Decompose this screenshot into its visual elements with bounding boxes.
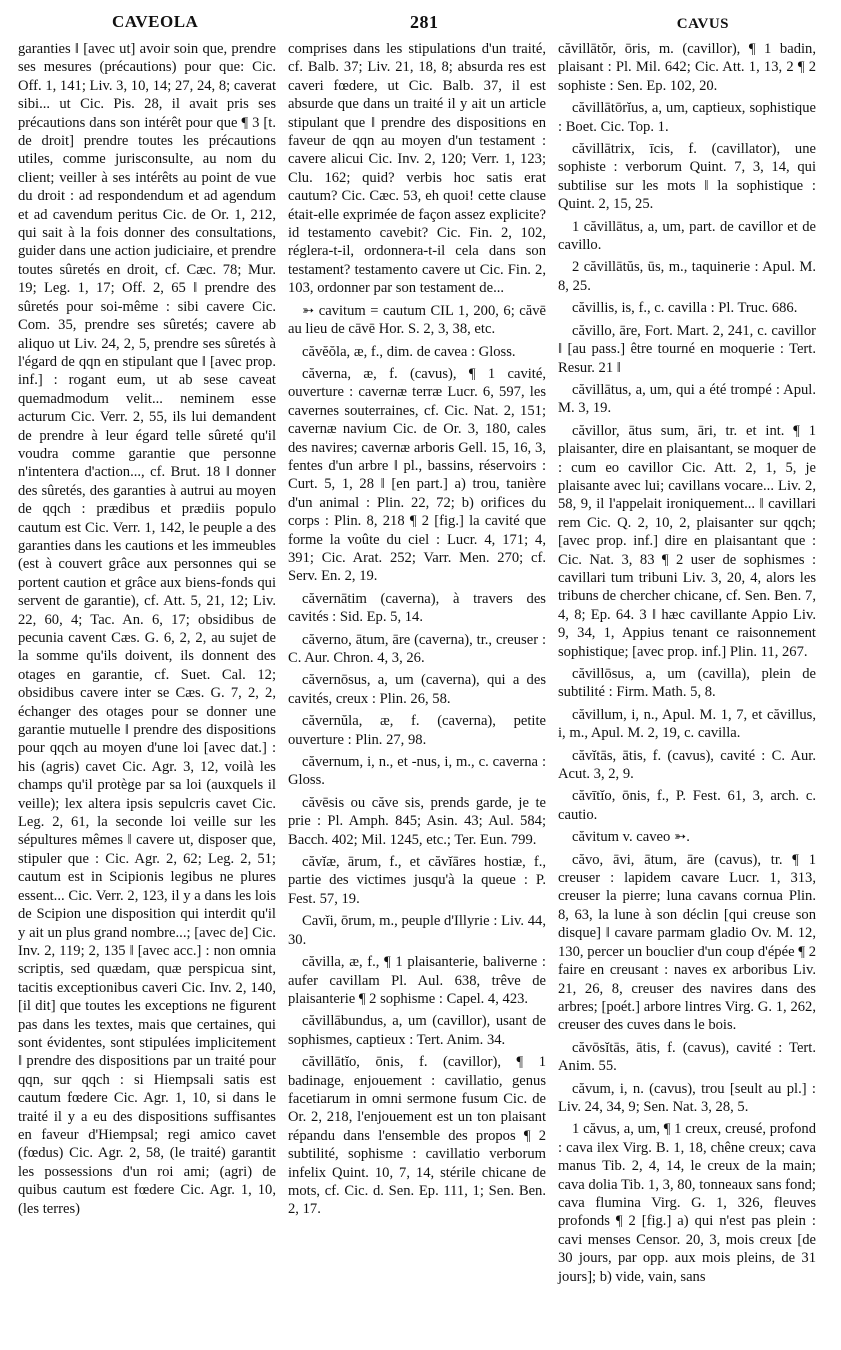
dictionary-entry: căvĭtās, ātis, f. (cavus), cavité : C. Aur. Acut. 3, 2, 9. — [558, 747, 816, 783]
dictionary-entry: căverna, æ, f. (cavus), ¶ 1 cavité, ouverture : cavernæ terræ Lucr. 6, 597, les cavernes souterraines, cf. Cic. Nat. 2, 151; cavernæ navium Cic. de Or. 3, 180, cales des navires; cavernæ arboris Gell. 15, 16, 3, fentes d'un arbre ‖ pl., bassins, réservoirs : Curt. 5, 1, 28 ‖ [en part.] a) trou, tanière d'un animal : Plin. 22, 72; b) orifices du corps : Plin. 8, 218 ¶ 2 [fig.] la cavité que forme la voûte du ciel : Lucr. 4, 171; 4, 391; Cic. Arat. 252; Varr. Men. 270; cf. Serv. En. 2, 19. — [288, 365, 546, 585]
dictionary-entry: căvernum, i, n., et -nus, i, m., c. caverna : Gloss. — [288, 754, 546, 789]
column-2 — [288, 40, 546, 1286]
dictionary-entry: căvum, i, n. (cavus), trou [seult au pl.] : Liv. 24, 34, 9; Sen. Nat. 3, 28, 5. — [558, 1080, 816, 1115]
dictionary-entry: căvillātŏr, ōris, m. (cavillor), ¶ 1 badin, plaisant : Pl. Mil. 642; Cic. Att. 1, 13, 2 ¶ 2 sophiste : Sen. Ep. 102, 20. — [558, 41, 816, 94]
dictionary-entry: căvernōsus, a, um (caverna), qui a des cavités, creux : Plin. 26, 58. — [288, 672, 546, 707]
dictionary-entry: căvōsĭtās, ātis, f. (cavus), cavité : Tert. Anim. 55. — [558, 1039, 816, 1075]
dictionary-entry: căvēsis ou căve sis, prends garde, je te prie : Pl. Amph. 845; Asin. 43; Aul. 584; Bacch. 402; Mil. 1245, etc.; Ter. Eun. 799. — [288, 794, 546, 848]
dictionary-entry: căvernŭla, æ, f. (caverna), petite ouverture : Plin. 27, 98. — [288, 713, 546, 748]
dictionary-entry: căvillis, is, f., c. cavilla : Pl. Truc. 686. — [572, 300, 798, 317]
dictionary-entry: căvillātus, a, um, qui a été trompé : Apul. M. 3, 19. — [558, 381, 816, 417]
dictionary-entry: căvillātĭo, ōnis, f. (cavillor), ¶ 1 badinage, enjouement : cavillatio, genus facetiarum in omni sermone fusum Cic. de Or. 2, 218, l'enjouement est un ton plaisant répandu dans l'ensemble des propos ¶ 2 subtilité, sophisme : cavillatio verborum infelix Quint. 10, 7, 14, stérile chicane de mots, cf. Cic. d. Sen. Ep. 111, 1; Sen. Ben. 2, 17. — [288, 1054, 546, 1218]
dictionary-entry: 2 căvillātŭs, ūs, m., taquinerie : Apul. M. 8, 25. — [558, 259, 816, 294]
dictionary-entry: căvillātōrĭus, a, um, captieux, sophistique : Boet. Cic. Top. 1. — [558, 100, 816, 135]
dictionary-entry: căvo, āvi, ātum, āre (cavus), tr. ¶ 1 creuser : lapidem cavare Lucr. 1, 313, creuser la pierre; luna cavans cornua Plin. 8, 63, la lune à son déclin [qui creuse son disque] ‖ cavare parmam gladio Ov. M. 12, 130, percer un bouclier d'un coup d'épée ¶ 2 faire en creusant : naves ex arboribus Liv. 21, 26, 8, creuser des navires dans des arbres; [poét.] arbore lintres Virg. G. 1, 262, creuser des cuves dans le bois. — [558, 851, 816, 1034]
dictionary-entry: căvillor, ātus sum, āri, tr. et int. ¶ 1 plaisanter, dire en plaisantant, se moquer de : cum eo cavillor Cic. Att. 2, 1, 5, je plaisante avec lui; cavillans vocare... Liv. 2, 58, 9, il l'appelait ironiquement... ‖ cavillari rem Cic. Q. 2, 10, 2, plaisanter sur qqch; [avec prop. inf.] dire en plaisantant que : Cic. Nat. 3, 83 ¶ 2 user de sophismes : cavillari tum tribuni Liv. 3, 20, 4, alors les tribuns de chercher chicane, cf. Sen. Ben. 7, 4, 8; Ep. 64. 3 ‖ hæc cavillante Appio Liv. 9, 34, 1, Appius tenant ce raisonnement sophistique; [avec prop. inf.] Plin. 11, 267. — [558, 422, 816, 660]
running-head-right: CAVUS — [676, 16, 729, 32]
running-head-left: CAVEOLA — [112, 12, 199, 31]
column-3 — [558, 40, 816, 1286]
dictionary-entry: căvernātim (caverna), à travers des cavités : Sid. Ep. 5, 14. — [288, 590, 546, 626]
dictionary-entry: căvillābundus, a, um (cavillor), usant de sophismes, captieux : Tert. Anim. 34. — [288, 1013, 546, 1048]
dictionary-entry: Cavĭi, ōrum, m., peuple d'Illyrie : Liv. 44, 30. — [288, 913, 546, 948]
dictionary-entry: ➳ cavitum = cautum CIL 1, 200, 6; căvē au lieu de cāvē Hor. S. 2, 3, 38, etc. — [288, 302, 546, 338]
dictionary-entry: căverno, ātum, āre (caverna), tr., creuser : C. Aur. Chron. 4, 3, 26. — [288, 631, 546, 666]
columns — [18, 40, 827, 1286]
dictionary-entry: căvillo, āre, Fort. Mart. 2, 241, c. cavillor ‖ [au pass.] être tourné en moquerie : Tert. Resur. 21 ‖ — [558, 322, 816, 376]
dictionary-entry: căvītĭo, ōnis, f., P. Fest. 61, 3, arch. c. cautio. — [558, 788, 816, 823]
dictionary-entry: căvĕŏla, æ, f., dim. de cavea : Gloss. — [302, 343, 516, 360]
dictionary-entry: 1 căvus, a, um, ¶ 1 creux, creusé, profond : cava ilex Virg. B. 1, 18, chêne creux; cava manus Tib. 2, 4, 14, le creux de la main; cava dolia Tib. 1, 3, 80, tonneaux sans fond; cava flumina Virg. G. 1, 326, fleuves profonds ¶ 2 [fig.] a) qui n'est pas plein : cavi menses Censor. 20, 3, mois creux [de 30 jours, par opp. aux mois pleins, de 31 jours]; b) vide, vain, sans — [558, 1121, 816, 1285]
page-number: 281 — [410, 12, 439, 32]
dictionary-entry: căvillum, i, n., Apul. M. 1, 7, et căvillus, i, m., Apul. M. 2, 19, c. cavilla. — [558, 706, 816, 742]
dictionary-entry: căvilla, æ, f., ¶ 1 plaisanterie, baliverne : aufer cavillam Pl. Aul. 638, trêve de plaisanterie ¶ 2 sophisme : Capel. 4, 423. — [288, 954, 546, 1007]
dictionary-entry: căvĭæ, ārum, f., et căvĭāres hostiæ, f., partie des victimes jusqu'à la queue : P. Fest. 57, 19. — [288, 854, 546, 907]
dictionary-entry: comprises dans les stipulations d'un traité, cf. Balb. 37; Liv. 21, 18, 8; absurda res est caveri fœdere, ut Cic. Balb. 37, il est absurde que dans un traité il y ait un article stipulant que ‖ prendre des dispositions en faveur de qqn au moyen d'un testament : cavere alicui Cic. Inv. 2, 120; Verr. 1, 123; Clu. 162; quid? verbis hoc satis erat cautum? Cic. Cæc. 53, eh quoi! cette clause était-elle exprimée de façon assez explicite? id testamento cavebit? Cic. Fin. 2, 102, réglera-t-il, ordonnera-t-il cela dans son testament? testamento cavere ut Cic. Fin. 2, 103, ordonner par son testament de... — [288, 41, 546, 297]
dictionary-entry: căvitum v. caveo ➳. — [572, 829, 690, 846]
dictionary-entry: 1 căvillātus, a, um, part. de cavillor et de cavillo. — [558, 218, 816, 254]
dictionary-entry: căvillātrix, īcis, f. (cavillator), une sophiste : verborum Quint. 7, 3, 14, qui subtilise sur les mots ‖ la sophistique : Quint. 2, 15, 25. — [558, 141, 816, 213]
page-header — [18, 6, 827, 40]
column-1 — [18, 40, 276, 1286]
dictionary-entry: căvillōsus, a, um (cavilla), plein de subtilité : Firm. Math. 5, 8. — [558, 666, 816, 701]
dictionary-entry: garanties ‖ [avec ut] avoir soin que, prendre ses mesures (précautions) pour que: Cic. Off. 1, 141; Liv. 3, 10, 14; 27, 24, 8; caverat sibi... ut Cic. Pis. 28, il avait pris ses précautions dans son intérêt pour que ¶ 3 [t. de droit] prendre toutes les précautions utiles, comme jurisconsulte, au nom du client; veiller à ses intérêts au point de vue du droit : ad respondendum et ad agendum et ad cavendum peritus Cic. de Or. 1, 212, qui sait à la fois donner des consultations, guider dans une action judiciaire, et prendre toutes sûretés en droit, cf. Cæc. 78; Mur. 19; Leg. 1, 17; Off. 2, 65 ‖ prendre des sûretés pour soi-même : sibi cavere Cic. Com. 35, prendre ses sûretés; cavere ab aliquo ut Liv. 24, 2, 5, prendre ses sûretés à l'égard de qqn en stipulant que ‖ [avec prop. inf.] : rogant eum, ut ab sese caveat quemadmodum velit... neminem esse acturum Cic. Verr. 2, 55, ils lui demandent de prendre à leur égard telle sûreté qu'il voudra comme garantie que personne n'intentera d'action..., cf. Brut. 18 ‖ donner des sûretés, des garanties à autrui au moyen de qqch : prædibus et prædiis populo cautum est Cic. Verr. 1, 142, le peuple a des garanties dans les cautions et les immeubles (est à couvert grâce aux personnes qui se portent caution et grâce aux biens-fonds qui servent de garantie), cf. Att. 5, 21, 12; Liv. 22, 60, 4; Tac. An. 6, 17; obsidibus de pecunia cavent Cæs. G. 6, 2, 2, au sujet de la somme qu'ils doivent, ils donnent des otages en garantie, cf. Suet. Cal. 12; obsidibus cavere inter se Cæs. G. 7, 2, 2, échanger des otages pour se donner une garantie mutuelle ‖ prendre des dispositions pour qqch au moyen d'une loi [avec dat.] : his (agris) cavet Cic. Agr. 3, 12, voilà les champs qu'il protège par sa loi (auxquels il veille); lex altera ipsis sepulcris cavet Cic. Leg. 2, 61, la seconde loi veille sur les sépultures mêmes ‖ cavere ut, disposer que, stipuler que : Cic. Agr. 2, 62; Leg. 2, 51; cautum est in Scipionis legibus ne plures essent... Cic. Verr. 2, 123, il y a dans les lois de Scipion une disposition qui interdit qu'il y ait un plus grand nombre...; [avec de] Cic. Inv. 2, 119; 2, 135 ‖ [avec acc.] : non omnia scriptis, sed quædam, quæ perspicua sint, tacitis exceptionibus caveri Cic. Inv. 2, 140, [il dit] que toutes les exceptions ne figurent pas dans les textes, mais que certaines, qui sont évidentes, sont stipulées implicitement ‖ prendre des dispositions par un traité pour qqn, sur qqch : si Hiempsali satis est cautum fœdere Cic. Agr. 1, 10, si dans le traité il y a eu des dispositions suffisantes en faveur d'Hiempsal; regi amico cavet (fœdus) Cic. Agr. 2, 58, (le traité) garantit les possessions d'un roi ami; (agri) de quibus cautum est fœdere Cic. Agr. 1, 10, (les terres) — [18, 41, 276, 1217]
